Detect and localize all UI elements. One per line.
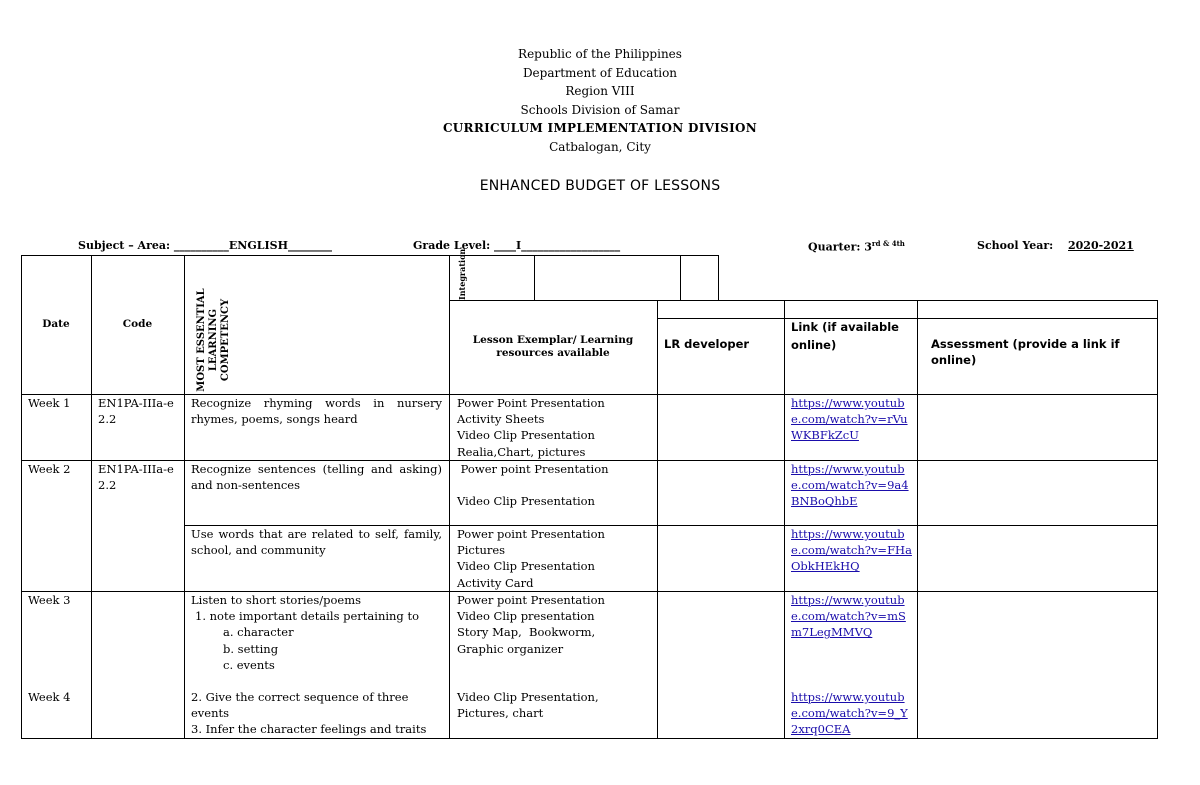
row3-competency: Use words that are related to self, family, school, and community xyxy=(191,527,442,558)
lesson-item: Power Point Presentation xyxy=(457,396,605,410)
row5-competency xyxy=(191,689,446,738)
row2-competency: Recognize sentences (telling and asking) and non-sentences xyxy=(191,462,442,493)
competency-main: Listen to short stories/poems xyxy=(191,593,362,607)
lesson-item: Video Clip presentation xyxy=(457,609,595,624)
row2-date: Week 2 xyxy=(28,462,71,476)
competency-sub: 1. note important details pertaining to xyxy=(195,609,419,624)
grid-line xyxy=(449,300,1158,301)
header-line-deped: Department of Education xyxy=(522,65,678,80)
header-date: Date xyxy=(42,318,70,330)
lesson-item: Video Clip Presentation xyxy=(457,559,595,574)
school-year-text: 2020-2021 xyxy=(1068,239,1134,252)
header-developer: LR developer xyxy=(664,337,750,351)
row1-date: Week 1 xyxy=(28,396,71,410)
grade-level xyxy=(413,239,620,252)
competency-sub: 3. Infer the character feelings and traits xyxy=(191,722,427,737)
grade-label: Grade Level: xyxy=(413,239,495,252)
grid-line xyxy=(1157,300,1158,739)
header-lesson: Lesson Exemplar/ Learning resources available xyxy=(472,334,634,359)
lesson-item: Pictures xyxy=(457,543,506,558)
lesson-item: Realia,Chart, pictures xyxy=(457,444,586,459)
lesson-item: Power point Presentation xyxy=(457,527,605,541)
row4-competency xyxy=(191,592,446,673)
grid-line xyxy=(680,255,681,300)
lesson-item: Power point Presentation xyxy=(457,593,605,607)
row4-date: Week 3 xyxy=(28,593,71,607)
grid-line xyxy=(784,300,785,739)
lesson-item: Graphic organizer xyxy=(457,641,564,656)
grid-line xyxy=(21,255,719,256)
row2-link[interactable]: https://www.youtube.com/watch?v=9a4BNBoQhbE xyxy=(791,462,909,509)
competency-sub: c. events xyxy=(223,657,275,672)
grid-line xyxy=(657,300,658,739)
row1-code: EN1PA-IIIa-e2.2 xyxy=(98,396,174,427)
grade-value: ____I__________________ xyxy=(494,239,621,252)
document-title: ENHANCED BUDGET OF LESSONS xyxy=(479,178,721,194)
lesson-item: Activity Sheets xyxy=(457,412,545,427)
row1-link[interactable]: https://www.youtube.com/watch?v=rVuWKBFkZcU xyxy=(791,396,908,443)
grid-line xyxy=(534,255,535,300)
document-header xyxy=(0,45,1200,156)
row2-lesson xyxy=(457,461,655,509)
row1-competency: Recognize rhyming words in nursery rhymes, poems, songs heard xyxy=(191,396,442,427)
row4-lesson xyxy=(457,592,655,657)
header-line-republic: Republic of the Philippines xyxy=(518,47,682,61)
grid-line xyxy=(184,255,185,739)
header-line-division: Schools Division of Samar xyxy=(520,102,680,117)
subject-value: __________ENGLISH________ xyxy=(173,239,332,252)
header-code: Code xyxy=(122,318,153,330)
header-line-cid: CURRICULUM IMPLEMENTATION DIVISION xyxy=(442,121,758,135)
row3-lesson xyxy=(457,526,655,591)
subject-label: Subject – Area: xyxy=(78,239,174,252)
competency-sub: a. character xyxy=(223,625,294,640)
row5-date: Week 4 xyxy=(28,690,71,704)
row5-lesson xyxy=(457,689,655,721)
lesson-item: Video Clip Presentation xyxy=(457,428,595,443)
header-assessment: Assessment (provide a link if online) xyxy=(931,337,1120,368)
school-year-value xyxy=(1068,239,1134,252)
lesson-item: Activity Card xyxy=(457,575,534,590)
quarter-sup: rd & 4th xyxy=(871,239,905,248)
lesson-item: Video Clip Presentation xyxy=(457,494,595,509)
lesson-item: Video Clip Presentation, xyxy=(457,690,599,704)
lesson-item: Pictures, chart xyxy=(457,706,544,721)
lesson-item: Power point Presentation xyxy=(457,462,609,476)
lesson-item: Story Map, Bookworm, xyxy=(457,625,596,640)
grid-line xyxy=(917,300,918,739)
competency-sub: b. setting xyxy=(223,641,279,656)
quarter xyxy=(808,239,905,254)
header-integration: Integration xyxy=(457,248,467,300)
row1-lesson xyxy=(457,395,655,460)
header-line-region: Region VIII xyxy=(565,84,635,98)
row5-link[interactable]: https://www.youtube.com/watch?v=9_Y2xrq0CEA xyxy=(791,690,908,737)
quarter-label: Quarter: 3 xyxy=(808,240,872,254)
subject-area xyxy=(78,239,332,252)
grid-line xyxy=(449,255,450,739)
grid-line xyxy=(718,255,719,300)
row4-link[interactable]: https://www.youtube.com/watch?v=mSm7LegMMVQ xyxy=(791,593,906,640)
grid-line xyxy=(21,738,1158,739)
competency-sub: 2. Give the correct sequence of three events xyxy=(191,690,409,721)
header-competency: MOST ESSENTIAL LEARNING COMPETENCY xyxy=(196,288,231,392)
row3-link[interactable]: https://www.youtube.com/watch?v=FHaObkHEkHQ xyxy=(791,527,912,574)
school-year-label: School Year: xyxy=(977,239,1054,252)
row2-code: EN1PA-IIIa-e2.2 xyxy=(98,462,174,493)
header-line-city: Catbalogan, City xyxy=(549,139,651,154)
header-link: Link (if available online) xyxy=(791,320,899,352)
